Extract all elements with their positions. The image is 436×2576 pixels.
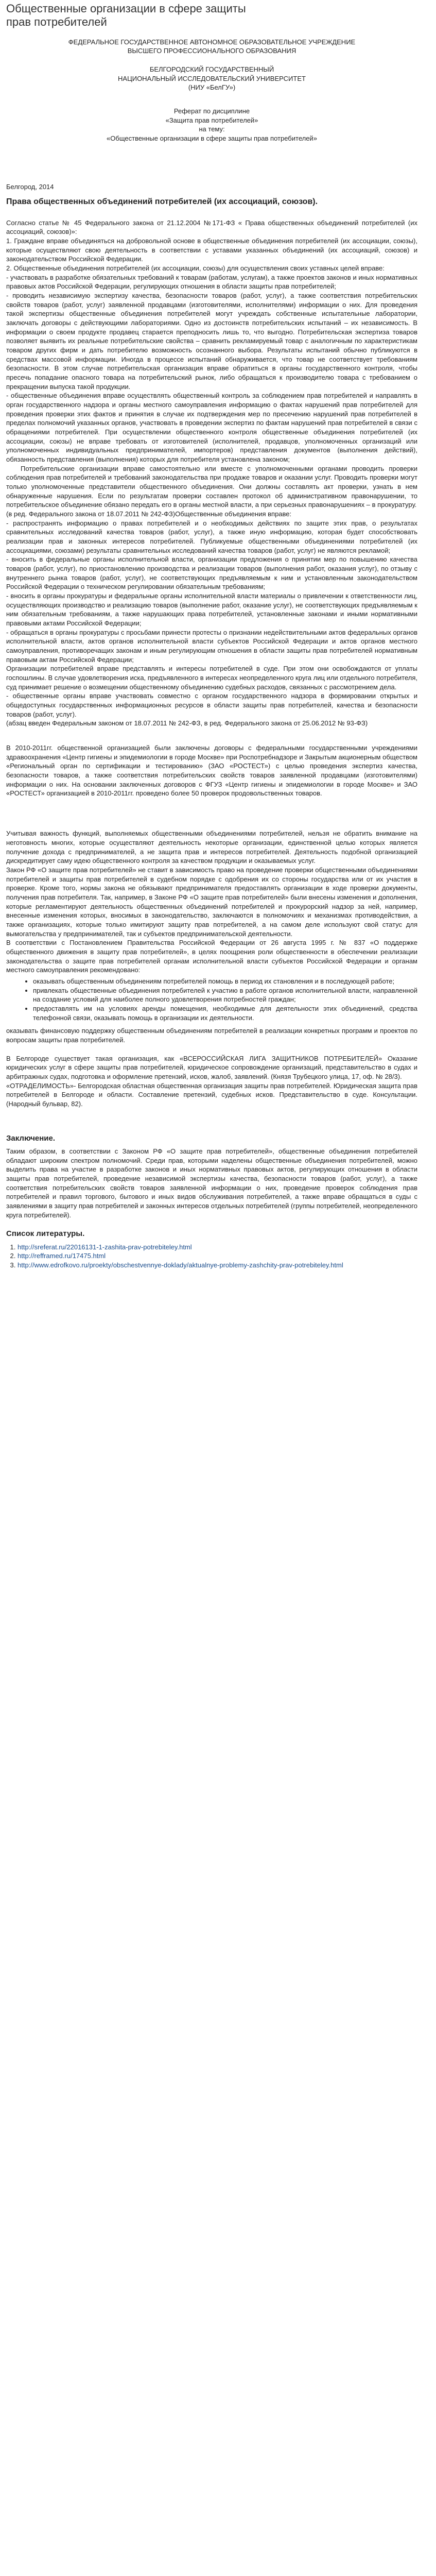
section-conclusion [6, 1133, 417, 1220]
literature-list [6, 1243, 417, 1270]
section-contracts [6, 743, 417, 798]
ministry-line: ВЫСШЕГО ПРОФЕССИОНАЛЬНОГО ОБРАЗОВАНИЯ [127, 47, 297, 55]
paragraph: - вносить в органы прокуратуры и федеральные органы исполнительной власти материалы о привлечении к ответственности лиц, осуществляющих производство и реализацию товаров (выполнение работ, оказание услуг), не соответствующих предъявляемым к ним обязательным требованиям, а также нарушающих права потребителей, установленные законами и иными нормативными правовыми актами Российской Федерации; [6, 592, 417, 628]
work-line: «Защита прав потребителей» [165, 116, 258, 124]
paragraph: (абзац введен Федеральным законом от 18.07.2011 № 242-ФЗ, в ред. Федерального закона от 25.06.2012 № 93-ФЗ) [6, 719, 368, 727]
work-line: Реферат по дисциплине [173, 107, 250, 115]
literature-link[interactable]: http://sreferat.ru/22016131-1-zashita-prav-potrebiteley.html [18, 1243, 192, 1251]
ministry-line: ФЕДЕРАЛЬНОЕ ГОСУДАРСТВЕННОЕ АВТОНОМНОЕ ОБРАЗОВАТЕЛЬНОЕ УЧРЕЖДЕНИЕ [68, 38, 356, 46]
recommendation-list [6, 977, 417, 1022]
conclusion-text: Таким образом, в соответствии с Законом РФ «О защите прав потребителей», общественные объединения потребителей обладают широким спектром полномочий. Среди прав, которыми наделены общественные объединения потребителей, можно выделить права на участие в разработке законов и иных нормативных правовых актов, регулирующих отношения в области защиты прав потребителей, проведение независимой экспертизы качества, безопасности товаров (работ, услуг), а также соответствия потребительских свойств товаров заявленной информации о них, проведение проверок соблюдения прав потребителей и правил торгового, бытового и иных видов обслуживания потребителей, а также вправе обращаться в суды с заявлениями в защиту прав потребителей и законных интересов отдельных потребителей (группы потребителей, неопределенного круга потребителей). [6, 1147, 417, 1219]
literature-link[interactable]: http://www.edrofkovo.ru/proekty/obschestvennye-doklady/aktualnye-problemy-zashchity-prav-potrebiteley.html [18, 1261, 343, 1269]
paragraph: - проводить независимую экспертизу качества, безопасности товаров (работ, услуг), а также соответствия потребительских свойств товаров (работ, услуг) заявленной продавцами (изготовителями, исполнителями) информации о них. Для проведения такой экспертизы общественные объединения потребителей могут учреждать собственные испытательные лаборатории, заключать договоры с действующими лабораториями. Одно из достоинств потребительских испытаний – их независимость. В информации о своем продукте продавец старается преподносить лишь то, что выгодно. Потребительская экспертиза товаров позволяет выявить их реальные потребительские свойства – сравнить рекламируемый товар с аналогичным по характеристикам товаром других фирм и дать потребителю возможность осознанного выбора. Результаты испытаний обычно публикуются в средствах массовой информации. Иногда в процессе испытаний обнаруживается, что товар не соответствует требованиям безопасности. В этом случае потребительская организация вправе обратиться в органы государственного контроля, чтобы пресечь попадание опасного товара на потребительский рынок, либо обращаться к производителю товара с требованием о прекращении выпуска такой продукции. [6, 291, 417, 391]
section-support [6, 829, 417, 1044]
section-literature [6, 1229, 417, 1269]
literature-link[interactable]: http://refframed.ru/17475.html [18, 1252, 106, 1260]
paragraph: - обращаться в органы прокуратуры с просьбами принести протесты о признании недействительными актов федеральных органов исполнительной власти, актов органов исполнительной власти субъектов Российской Федерации и актов органов местного самоуправления, противоречащих законам и иным регулирующим отношения в области защиты прав потребителей нормативным правовым актам Российской Федерации; [6, 628, 417, 664]
paragraph: Организации потребителей вправе представлять и интересы потребителей в суде. При этом они освобождаются от уплаты госпошлины. В случае удовлетворения иска, предъявленного в интересах неопределенного круга лиц или отдельного потребителя, суд принимает решение о возмещении общественному объединению судебных расходов, связанных с рассмотрением дела. [6, 665, 417, 691]
title-page [6, 38, 417, 143]
city-year: Белгород, 2014 [6, 182, 54, 191]
university-line: БЕЛГОРОДСКИЙ ГОСУДАРСТВЕННЫЙ [149, 65, 274, 74]
paragraph: «ОТРАДЕЛИМОСТЬ»- Белгородская областная общественная организация защиты прав потребителей. Юридическая защита прав потребителей в Белгороде и области. Составление претензий, судебных исков. Представительство в суде. Консультации. (Народный бульвар, 82). [6, 1081, 417, 1108]
work-line: на тему: [199, 125, 225, 133]
paragraph: В соответствии с Постановлением Правительства Российской Федерации от 26 августа 1995 г. № 837 «О поддержке общественного движения в защиту прав потребителей», в целях поощрения роли общественности в обеспечении реализации законодательства о защите прав потребителей органам исполнительной власти субъектов Российской Федерации и органам местного самоуправления рекомендовано: [6, 939, 417, 974]
paragraph: 2. Общественные объединения потребителей (их ассоциации, союзы) для осуществления своих уставных целей вправе: [6, 264, 385, 272]
list-item [18, 1261, 417, 1270]
conclusion-heading: Заключение. [6, 1133, 56, 1143]
paragraph: В 2010-2011гг. общественной организацией были заключены договоры с федеральными государственными учреждениями здравоохранения «Центр гигиены и эпидемиологии в городе Москве» при Роспотребнадзоре и Закрытым акционерным обществом «Региональный орган по сертификации и тестированию» (ЗАО «РОСТЕСТ») с целью проведения экспертиз качества, безопасности товаров, а также соответствия потребительских свойств товаров заявленной продавцами (изготовителями) информации о них. На основании заключенных договоров с ФГУЗ «Центр гигиены и эпидемиологии в городе Москве» и ЗАО «РОСТЕСТ» организацией в 2010-2011гг. проведено более 50 проверок продовольственных товаров. [6, 744, 417, 798]
university-line: НАЦИОНАЛЬНЫЙ ИССЛЕДОВАТЕЛЬСКИЙ УНИВЕРСИТЕТ [118, 74, 306, 82]
article-title: Права общественных объединений потребителей (их ассоциаций, союзов). [6, 197, 318, 206]
paragraph: Потребительские организации вправе самостоятельно или вместе с уполномоченными органами проводить проверки соблюдения прав потребителей и требований законодательства при продаже товаров и оказании услуг. Проводить проверки могут только уполномоченные представители общественного объединения. Они должны составлять акт проверки, узнать в нем обнаруженные нарушения. Если по результатам проверки составлен протокол об административном правонарушении, то потребительское объединение обязано передать его в органы местной власти, а при серьезных правонарушениях – в прокуратуру. [6, 464, 417, 509]
work-line: «Общественные организации в сфере защиты прав потребителей» [107, 134, 317, 143]
list-item: • привлекать общественные объединения потребителей к участию в работе органов исполнительной власти, направленной на создание условий для наиболее полного удовлетворения потребностей граждан; [33, 986, 417, 1004]
paragraph: - участвовать в разработке обязательных требований к товарам (работам, услугам), а также проектов законов и иных нормативных правовых актов Российской Федерации, регулирующих отношения в области защиты прав потребителей; [6, 273, 417, 291]
paragraph: - распространять информацию о правах потребителей и о необходимых действиях по защите этих прав, о результатах сравнительных исследований качества товаров (работ, услуг), а также иную информацию, которая будет способствовать реализации прав и законных интересов потребителей. Публикуемые общественными объединениями потребителей (их ассоциациями, союзами) результаты сравнительных исследований качества товаров (работ, услуг) не являются рекламой; [6, 519, 417, 554]
list-item: • оказывать общественным объединениям потребителей помощь в период их становления и в последующей работе; [33, 977, 417, 986]
list-item: • предоставлять им на условиях аренды помещения, необходимые для деятельности этих объединений, средства телефонной связи, оказывать помощь в организации их деятельности. [33, 1004, 417, 1022]
page-title: Общественные организации в сфере защиты прав потребителей [6, 2, 246, 29]
paragraph: - общественные объединения вправе осуществлять общественный контроль за соблюдением прав потребителей и направлять в орган государственного надзора и органы местного самоуправления информацию о фактах нарушений прав потребителей для проведения проверки этих фактов и принятия в случае их подтверждения мер по пресечению нарушений прав потребителей в пределах полномочий указанных органов, участвовать в проведении экспертиз по фактам нарушений прав потребителей в связи с обращениями потребителей. При осуществлении общественного контроля общественные объединения потребителей (их ассоциации, союзы) не вправе требовать от изготовителей (исполнителей, продавцов, уполномоченных организаций или уполномоченных индивидуальных предпринимателей, импортеров) представления документов (выполнения действий), обязанность представления (выполнения) которых для потребителя установлена законом; [6, 392, 417, 463]
university-line: (НИУ «БелГУ») [188, 83, 236, 92]
list-item [18, 1251, 417, 1261]
paragraph: - вносить в федеральные органы исполнительной власти, организации предложения о принятии мер по повышению качества товаров (работ, услуг), по приостановлению производства и реализации товаров (выполнения работ, оказания услуг), по отзыву с внутреннего рынка товаров (работ, услуг), не соответствующих предъявляемым к ним и установленным законодательством Российской Федерации о техническом регулировании обязательным требованиям; [6, 555, 417, 591]
paragraph: (в ред. Федерального закона от 18.07.2011 № 242-ФЗ)Общественные объединения вправе: [6, 510, 292, 518]
paragraph: оказывать финансовую поддержку общественным объединениям потребителей в реализации конкретных программ и проектов по вопросам защиты прав потребителей. [6, 1027, 417, 1044]
section-belgorod [6, 1054, 417, 1109]
literature-heading: Список литературы. [6, 1229, 85, 1239]
paragraph: В Белгороде существует такая организация, как «ВСЕРОССИЙСКАЯ ЛИГА ЗАЩИТНИКОВ ПОТРЕБИТЕЛЕЙ» Оказание юридических услуг в сфере защиты прав потребителей, юридическое сопровождение организаций, представительство в судах и арбитражных судах, подготовка и оформление претензий, исков, жалоб, заявлений. (Князя Трубецкого улица, 17, оф. № 28/3). [6, 1054, 417, 1080]
paragraph: Согласно статье № 45 Федерального закона от 21.12.2004 №171-ФЗ « Права общественных объединений потребителей (их ассоциаций, союзов)»: [6, 218, 417, 236]
list-item [18, 1243, 417, 1252]
paragraph: Закон РФ «О защите прав потребителей» не ставит в зависимость право на проведение проверки общественными объединениями потребителей и защиты прав потребителей в судебном порядке с одобрения их со стороны государства или от их участия в проверке. Кроме того, нормы закона не обязывают предпринимателя предоставлять организации в ходе проверки документы, получения прав потребителя. Так, например, в Законе РФ «О защите прав потребителей» были внесены изменения и дополнения, которые регламентируют деятельность общественных объединений потребителей и прокурорский надзор за ней, например, внесенные изменения которых, вносимых в законодательство, заключаются в полномочиях и механизмах противодействия, а также организациях, которые только имитируют защиту прав потребителей, а на самом деле используют свой статус для вымогательства у предпринимателей, так и субъектов предпринимательской деятельности. [6, 866, 417, 938]
section-rights [6, 218, 417, 728]
paragraph: Учитывая важность функций, выполняемых общественными объединениями потребителей, нельзя не обратить внимание на неготовность многих, которые осуществляют деятельность некоторые организации, единственной целью которых является получение дохода с предпринимателей, а не защита прав и интересов потребителей. Деятельность подобной организацией дискредитирует саму идею общественного контроля за качеством продукции и оказываемых услуг. [6, 829, 417, 865]
paragraph: 1. Граждане вправе объединяться на добровольной основе в общественные объединения потребителей (их ассоциации, союзы), которые осуществляют свою деятельность в соответствии с уставами указанных объединений (их ассоциаций, союзов) и законодательством Российской Федерации. [6, 236, 417, 263]
paragraph: - общественные органы вправе участвовать совместно с органом государственного надзора в формировании открытых и общедоступных государственных информационных ресурсов в области защиты прав потребителей, качества и безопасности товаров (работ, услуг). [6, 692, 417, 718]
